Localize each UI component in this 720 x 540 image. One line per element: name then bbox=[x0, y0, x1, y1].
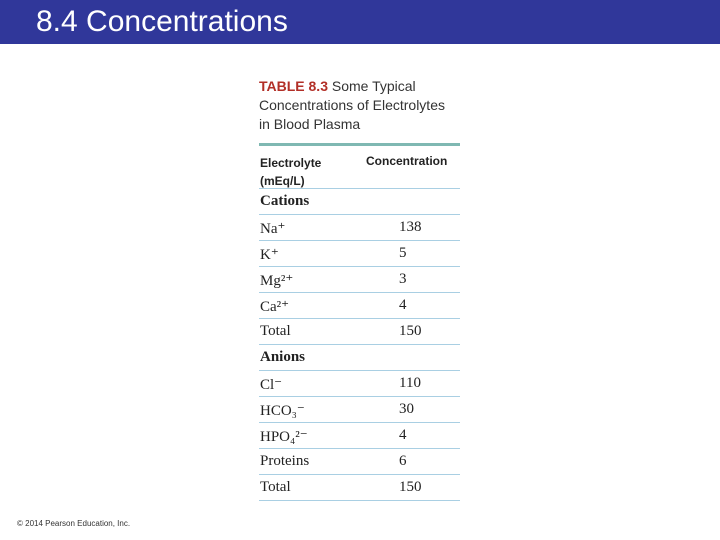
slide-title: 8.4 Concentrations bbox=[36, 5, 288, 38]
caption-text-1: Some Typical bbox=[331, 78, 416, 94]
row-value: 4 bbox=[399, 297, 407, 313]
copyright-notice: © 2014 Pearson Education, Inc. bbox=[17, 519, 131, 528]
row-value: 150 bbox=[399, 479, 422, 495]
group-label-anions: Anions bbox=[260, 349, 306, 365]
table-row-total bbox=[259, 475, 460, 501]
table-row-total bbox=[259, 319, 460, 345]
table-label: TABLE 8.3 bbox=[259, 78, 328, 94]
header-electrolyte-line-2: (mEq/L) bbox=[260, 174, 305, 188]
row-electrolyte: Ca²⁺ bbox=[260, 299, 290, 315]
row-value: 4 bbox=[399, 427, 407, 443]
header-concentration: Concentration bbox=[366, 154, 448, 168]
table-row-group bbox=[259, 345, 460, 371]
group-label-cations: Cations bbox=[260, 193, 310, 209]
row-electrolyte: HPO₄²⁻ bbox=[260, 429, 308, 445]
row-electrolyte: Total bbox=[260, 479, 291, 495]
caption-line-3: in Blood Plasma bbox=[259, 116, 361, 132]
header-electrolyte bbox=[260, 154, 321, 190]
table-row-group bbox=[259, 189, 460, 215]
row-electrolyte: Mg²⁺ bbox=[260, 273, 294, 289]
table-row bbox=[259, 267, 460, 293]
row-value: 110 bbox=[399, 375, 421, 391]
row-electrolyte: HCO₃⁻ bbox=[260, 403, 305, 419]
table-row bbox=[259, 215, 460, 241]
table-row bbox=[259, 371, 460, 397]
electrolyte-table bbox=[259, 77, 460, 501]
row-value: 6 bbox=[399, 453, 407, 469]
table-row bbox=[259, 293, 460, 319]
row-value: 150 bbox=[399, 323, 422, 339]
row-value: 138 bbox=[399, 219, 422, 235]
table-row bbox=[259, 423, 460, 449]
row-electrolyte: K⁺ bbox=[260, 247, 279, 263]
row-value: 30 bbox=[399, 401, 414, 417]
row-value: 3 bbox=[399, 271, 407, 287]
caption-line-2: Concentrations of Electrolytes bbox=[259, 97, 445, 113]
table-row bbox=[259, 397, 460, 423]
table-caption bbox=[259, 77, 460, 134]
title-bar bbox=[0, 0, 720, 44]
caption-line-1 bbox=[259, 77, 460, 96]
table-row bbox=[259, 241, 460, 267]
row-electrolyte: Na⁺ bbox=[260, 221, 286, 237]
table-header bbox=[259, 146, 460, 189]
row-electrolyte: Proteins bbox=[260, 453, 310, 469]
row-electrolyte: Cl⁻ bbox=[260, 377, 283, 393]
row-value: 5 bbox=[399, 245, 407, 261]
header-electrolyte-line-1: Electrolyte bbox=[260, 156, 322, 170]
table-row bbox=[259, 449, 460, 475]
row-electrolyte: Total bbox=[260, 323, 291, 339]
